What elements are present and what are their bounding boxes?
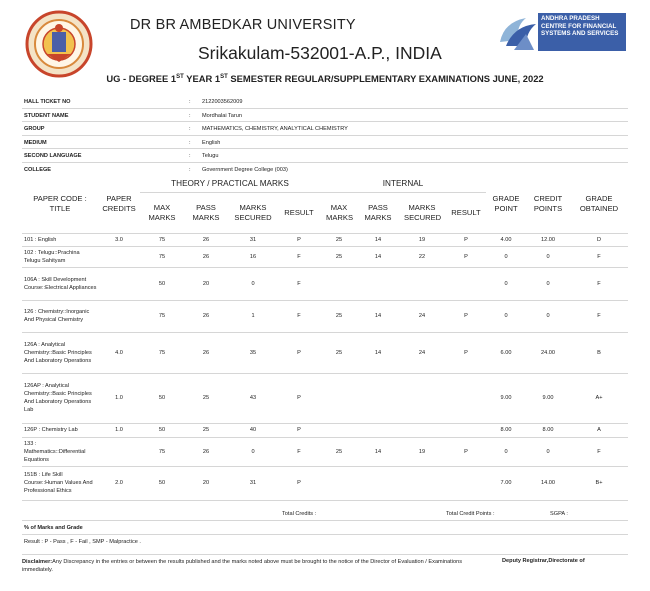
grade-point: 0 [486, 300, 526, 332]
paper-title: 126P : Chemistry Lab [22, 423, 98, 437]
theory-result: F [278, 246, 320, 267]
university-place: Srikakulam-532001-A.P., INDIA [198, 43, 442, 63]
paper-credits [98, 300, 140, 332]
theory-result: P [278, 373, 320, 423]
internal-pass [358, 373, 398, 423]
totals-row [22, 508, 628, 521]
info-key: SECOND LANGUAGE [24, 153, 82, 160]
header-grade-point: GRADE POINT [492, 194, 520, 214]
paper-title: 101 : English [22, 233, 98, 246]
theory-result: P [278, 466, 320, 500]
info-value: Mordhalai Tarun [202, 112, 243, 119]
info-key: MEDIUM [24, 139, 47, 146]
credit-points: 24.00 [526, 332, 570, 373]
credit-points: 12.00 [526, 233, 570, 246]
exam-title-sup: ST [220, 73, 228, 80]
grade-point: 6.00 [486, 332, 526, 373]
info-value: Government Degree College (003) [202, 166, 288, 173]
page-header [0, 0, 650, 92]
table-row [22, 466, 628, 500]
exam-title-sup: ST [176, 73, 184, 80]
paper-title: 106A : Skill Development Course::Electrical Appliances [22, 267, 98, 300]
info-colon: : [189, 153, 191, 160]
internal-secured: 22 [398, 246, 446, 267]
theory-pass: 26 [184, 246, 228, 267]
internal-pass: 14 [358, 233, 398, 246]
theory-result: F [278, 267, 320, 300]
info-colon: : [189, 112, 191, 119]
student-info [22, 95, 628, 177]
theory-pass: 26 [184, 233, 228, 246]
internal-result [446, 423, 486, 437]
grade-obtained: D [570, 233, 628, 246]
theory-max: 50 [140, 373, 184, 423]
table-row [22, 267, 628, 300]
info-colon: : [189, 126, 191, 133]
info-value: 2122003562009 [202, 99, 243, 105]
result-legend: Result : P - Pass , F - Fail , SMP - Malpractice . [22, 535, 628, 555]
paper-credits [98, 267, 140, 300]
paper-title: 126AP : Analytical Chemistry::Basic Principles And Laboratory Operations Lab [22, 373, 98, 423]
exam-title-part: YEAR 1 [183, 73, 221, 84]
theory-secured: 31 [228, 233, 278, 246]
table-row [22, 246, 628, 267]
internal-result: P [446, 233, 486, 246]
internal-result: P [446, 300, 486, 332]
theory-max: 50 [140, 423, 184, 437]
info-value: MATHEMATICS, CHEMISTRY, ANALYTICAL CHEMISTRY [202, 126, 348, 133]
header-internal-pass: PASS MARKS [364, 202, 392, 222]
info-colon: : [189, 139, 191, 146]
paper-title: 102 : Telugu::Prachina Telugu Sahityam [22, 246, 98, 267]
theory-max: 75 [140, 300, 184, 332]
header-paper-code: PAPER CODE : TITLE [33, 194, 87, 214]
internal-max: 25 [320, 300, 358, 332]
internal-secured [398, 267, 446, 300]
paper-title: 126 : Chemistry::Inorganic And Physical Chemistry [22, 300, 98, 332]
grade-obtained: F [570, 246, 628, 267]
disclaimer-label: Disclaimer: [22, 559, 53, 565]
grade-point: 0 [486, 437, 526, 466]
theory-result: F [278, 437, 320, 466]
grade-obtained: F [570, 437, 628, 466]
theory-pass: 26 [184, 300, 228, 332]
theory-pass: 25 [184, 423, 228, 437]
university-name: DR BR AMBEDKAR UNIVERSITY [130, 17, 356, 33]
credit-points: 9.00 [526, 373, 570, 423]
theory-max: 50 [140, 466, 184, 500]
header-internal-result: RESULT [451, 207, 481, 217]
theory-secured: 35 [228, 332, 278, 373]
university-seal-logo [22, 10, 96, 78]
header-paper-credits: PAPER CREDITS [102, 194, 136, 214]
theory-result: F [278, 300, 320, 332]
internal-pass [358, 466, 398, 500]
theory-pass: 20 [184, 267, 228, 300]
info-value: Telugu [202, 153, 219, 160]
theory-pass: 26 [184, 332, 228, 373]
info-row-student-name [22, 109, 628, 123]
internal-pass: 14 [358, 300, 398, 332]
theory-secured: 16 [228, 246, 278, 267]
info-row-second-language [22, 149, 628, 163]
exam-title [0, 73, 650, 84]
theory-secured: 1 [228, 300, 278, 332]
credit-points: 14.00 [526, 466, 570, 500]
paper-credits [98, 437, 140, 466]
table-row [22, 300, 628, 332]
disclaimer [22, 558, 482, 574]
internal-max [320, 267, 358, 300]
total-credit-points-label: Total Credit Points : [446, 511, 495, 517]
paper-credits: 3.0 [98, 233, 140, 246]
header-theory-max: MAX MARKS [148, 202, 176, 222]
theory-result: P [278, 423, 320, 437]
header-theory-pass: PASS MARKS [192, 202, 220, 222]
exam-title-part: UG - DEGREE 1 [106, 73, 177, 84]
internal-secured [398, 466, 446, 500]
internal-secured [398, 373, 446, 423]
internal-result [446, 466, 486, 500]
paper-credits: 1.0 [98, 373, 140, 423]
total-credits-label: Total Credits : [282, 511, 317, 517]
internal-pass [358, 267, 398, 300]
info-row-medium [22, 136, 628, 150]
info-colon: : [189, 99, 191, 105]
internal-pass [358, 423, 398, 437]
internal-secured [398, 423, 446, 437]
paper-credits: 2.0 [98, 466, 140, 500]
paper-title: 151B : Life Skill Course::Human Values And Professional Ethics [22, 466, 98, 500]
internal-pass: 14 [358, 332, 398, 373]
theory-max: 75 [140, 332, 184, 373]
paper-credits: 4.0 [98, 332, 140, 373]
theory-max: 50 [140, 267, 184, 300]
internal-result: P [446, 437, 486, 466]
grade-obtained: B [570, 332, 628, 373]
paper-credits: 1.0 [98, 423, 140, 437]
theory-secured: 0 [228, 437, 278, 466]
credit-points: 0 [526, 267, 570, 300]
internal-result: P [446, 332, 486, 373]
internal-result [446, 373, 486, 423]
sgpa-label: SGPA : [550, 511, 568, 517]
theory-max: 75 [140, 246, 184, 267]
grade-point: 9.00 [486, 373, 526, 423]
info-key: HALL TICKET NO [24, 99, 71, 105]
theory-secured: 40 [228, 423, 278, 437]
header-credit-points: CREDIT POINTS [533, 194, 563, 214]
internal-result [446, 267, 486, 300]
internal-secured: 24 [398, 332, 446, 373]
percent-marks-grade: % of Marks and Grade [22, 521, 628, 535]
info-row-hall-ticket [22, 95, 628, 109]
disclaimer-text: Any Discrepancy in the entries or between the results published and the marks noted above must be brought to the notice of the Director of Evaluation / Examinations immediately. [22, 559, 462, 573]
header-internal-max: MAX MARKS [326, 202, 354, 222]
info-key: GROUP [24, 126, 45, 133]
internal-max: 25 [320, 233, 358, 246]
paper-credits [98, 246, 140, 267]
grade-obtained: A+ [570, 373, 628, 423]
theory-pass: 25 [184, 373, 228, 423]
grade-obtained: A [570, 423, 628, 437]
grade-point: 4.00 [486, 233, 526, 246]
info-colon: : [189, 166, 191, 173]
grade-point: 8.00 [486, 423, 526, 437]
grade-point: 0 [486, 246, 526, 267]
theory-pass: 26 [184, 437, 228, 466]
theory-max: 75 [140, 437, 184, 466]
header-theory-secured: MARKS SECURED [234, 202, 272, 222]
grade-point: 7.00 [486, 466, 526, 500]
header-grade-obtained: GRADE OBTAINED [579, 194, 619, 214]
info-key: COLLEGE [24, 166, 52, 173]
header-internal-group: INTERNAL [320, 176, 486, 192]
grade-obtained: F [570, 300, 628, 332]
table-row [22, 437, 628, 466]
grade-point: 0 [486, 267, 526, 300]
info-row-group [22, 122, 628, 136]
theory-result: P [278, 332, 320, 373]
internal-pass: 14 [358, 246, 398, 267]
table-row [22, 332, 628, 373]
table-row [22, 423, 628, 437]
internal-max: 25 [320, 437, 358, 466]
theory-result: P [278, 233, 320, 246]
header-theory-group: THEORY / PRACTICAL MARKS [140, 176, 320, 192]
info-value: English [202, 139, 221, 146]
exam-title-part: SEMESTER REGULAR/SUPPLEMENTARY EXAMINATIONS JUNE, 2022 [227, 73, 544, 84]
internal-secured: 24 [398, 300, 446, 332]
header-theory-result: RESULT [284, 207, 314, 217]
marks-table [22, 176, 628, 501]
internal-secured: 19 [398, 233, 446, 246]
grade-obtained: B+ [570, 466, 628, 500]
credit-points: 0 [526, 300, 570, 332]
credit-points: 0 [526, 437, 570, 466]
internal-pass: 14 [358, 437, 398, 466]
internal-max [320, 466, 358, 500]
internal-result: P [446, 246, 486, 267]
theory-max: 75 [140, 233, 184, 246]
table-row [22, 233, 628, 246]
internal-secured: 19 [398, 437, 446, 466]
registrar-signature-label: Deputy Registrar,Directorate of [502, 558, 585, 564]
table-row [22, 373, 628, 423]
internal-max: 25 [320, 332, 358, 373]
theory-secured: 43 [228, 373, 278, 423]
apcfss-logo-label: ANDHRA PRADESH CENTRE FOR FINANCIAL SYSTEMS AND SERVICES [541, 15, 619, 38]
paper-title: 133 : Mathematics::Differential Equations [22, 437, 98, 466]
paper-title: 126A : Analytical Chemistry::Basic Principles And Laboratory Operations [22, 332, 98, 373]
grade-obtained: F [570, 267, 628, 300]
internal-max: 25 [320, 246, 358, 267]
info-key: STUDENT NAME [24, 112, 69, 119]
internal-max [320, 423, 358, 437]
theory-secured: 0 [228, 267, 278, 300]
header-internal-secured: MARKS SECURED [404, 202, 442, 222]
apcfss-logo-text [538, 13, 626, 51]
theory-pass: 20 [184, 466, 228, 500]
info-row-college [22, 163, 628, 177]
internal-max [320, 373, 358, 423]
credit-points: 8.00 [526, 423, 570, 437]
credit-points: 0 [526, 246, 570, 267]
theory-secured: 31 [228, 466, 278, 500]
